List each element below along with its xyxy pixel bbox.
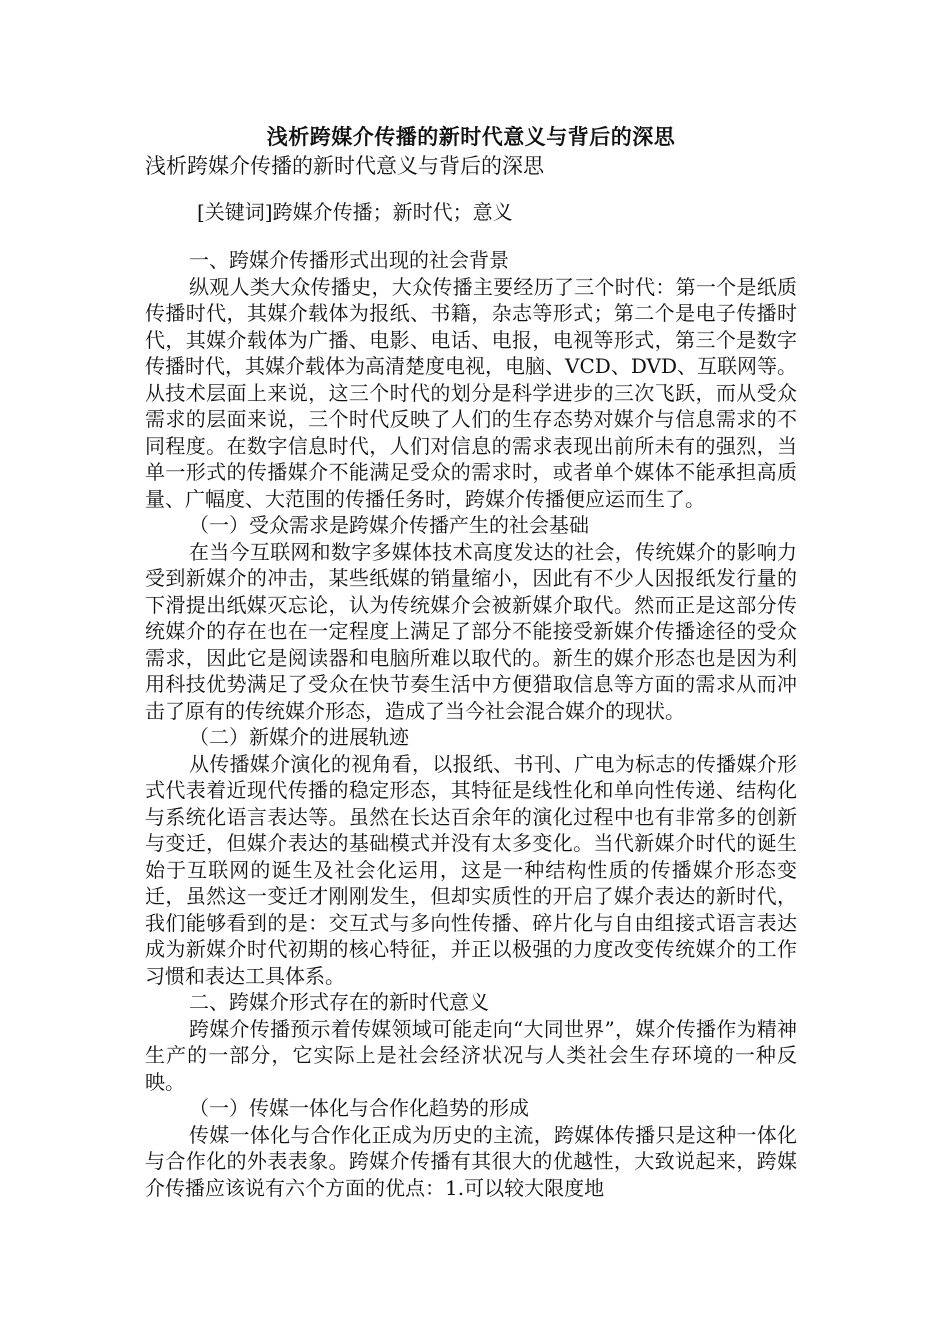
body-paragraph: 传媒一体化与合作化正成为历史的主流，跨媒体传播只是这种一体化与合作化的外表表象。跨媒介传播有其很大的优越性，大致说起来，跨媒介传播应该说有六个方面的优点：1.可以较大限度地 xyxy=(145,1122,797,1200)
body-paragraph: 在当今互联网和数字多媒体技术高度发达的社会，传统媒介的影响力受到新媒介的冲击，某些纸媒的销量缩小，因此有不少人因报纸发行量的下滑提出纸媒灭忘论，认为传统媒介会被新媒介取代。然而正是这部分传统媒介的存在也在一定程度上满足了部分不能接受新媒介传播途径的受众需求，因此它是阅读器和电脑所难以取代的。新生的媒介形态也是因为利用科技优势满足了受众在快节奏生活中方便猎取信息等方面的需求从而冲击了原有的传统媒介形态，造成了当今社会混合媒介的现状。 xyxy=(145,539,797,723)
body-paragraph: 从传播媒介演化的视角看，以报纸、书刊、广电为标志的传播媒介形式代表着近现代传播的稳定形态，其特征是线性化和单向性传递、结构化与系统化语言表达等。虽然在长达百余年的演化过程中也有非常多的创新与变迁，但媒介表达的基础模式并没有太多变化。当代新媒介时代的诞生始于互联网的诞生及社会化运用，这是一种结构性质的传播媒介形态变迁，虽然这一变迁才刚刚发生，但却实质性的开启了媒介表达的新时代，我们能够看到的是：交互式与多向性传播、碎片化与自由组接式语言表达成为新媒介时代初期的核心特征，并正以极强的力度改变传统媒介的工作习惯和表达工具体系。 xyxy=(145,751,797,988)
keywords-line: [关键词]跨媒介传播；新时代；意义 xyxy=(197,200,513,224)
document-subtitle: 浅析跨媒介传播的新时代意义与背后的深思 xyxy=(145,154,544,178)
subsection-heading: （二）新媒介的进展轨迹 xyxy=(189,725,409,749)
document-body xyxy=(145,122,797,1201)
document-title: 浅析跨媒介传播的新时代意义与背后的深思 xyxy=(266,124,676,149)
section-heading: 一、跨媒介传播形式出现的社会背景 xyxy=(189,248,509,272)
subsection-heading: （一）受众需求是跨媒介传播产生的社会基础 xyxy=(189,513,589,537)
body-paragraph: 纵观人类大众传播史，大众传播主要经历了三个时代：第一个是纸质传播时代，其媒介载体为报纸、书籍，杂志等形式；第二个是电子传播时代，其媒介载体为广播、电影、电话、电报，电视等形式，第三个是数字传播时代，其媒介载体为高清楚度电视，电脑、VCD、DVD、互联网等。从技术层面上来说，这三个时代的划分是科学进步的三次飞跃，而从受众需求的层面来说，三个时代反映了人们的生存态势对媒介与信息需求的不同程度。在数字信息时代，人们对信息的需求表现出前所未有的强烈，当单一形式的传播媒介不能满足受众的需求时，或者单个媒体不能承担高质量、广幅度、大范围的传播任务时，跨媒介传播便应运而生了。 xyxy=(145,274,797,511)
subsection-heading: （一）传媒一体化与合作化趋势的形成 xyxy=(189,1096,529,1120)
body-paragraph: 跨媒介传播预示着传媒领域可能走向“大同世界”，媒介传播作为精神生产的一部分，它实际上是社会经济状况与人类社会生存环境的一种反映。 xyxy=(145,1016,797,1094)
section-heading: 二、跨媒介形式存在的新时代意义 xyxy=(189,990,489,1014)
